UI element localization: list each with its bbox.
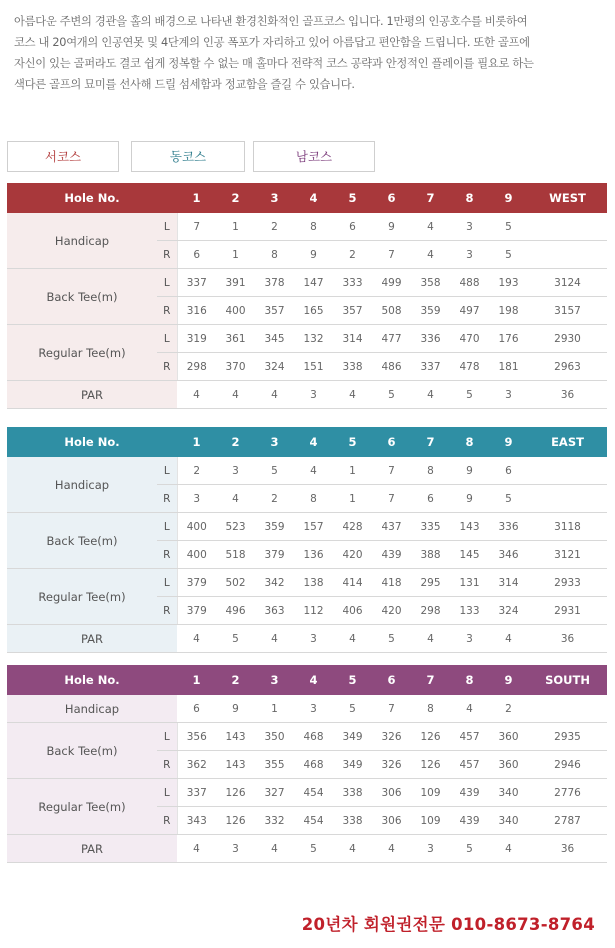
hole-value-cell: 468: [294, 751, 333, 779]
course-total-header: EAST: [528, 427, 607, 457]
side-indicator: R: [157, 485, 177, 513]
table-row: [7, 325, 607, 353]
intro-line: 코스 내 20여개의 인공연못 및 4단계의 인공 폭포가 자리하고 있어 아름답고 편안함을 드립니다. 또한 골프에: [14, 36, 530, 49]
total-cell: 3124: [528, 269, 607, 297]
hole-value-cell: 343: [177, 807, 216, 835]
hole-value-cell: 340: [489, 807, 528, 835]
hole-value-cell: 3: [294, 381, 333, 409]
total-cell: 2933: [528, 569, 607, 597]
tab-west-course[interactable]: 서코스: [7, 141, 119, 172]
total-cell: 36: [528, 381, 607, 409]
hole-value-cell: 370: [216, 353, 255, 381]
hole-value-cell: 126: [216, 807, 255, 835]
hole-value-cell: 7: [372, 695, 411, 723]
hole-value-cell: 502: [216, 569, 255, 597]
hole-value-cell: 359: [255, 513, 294, 541]
hole-value-cell: 9: [450, 485, 489, 513]
hole-value-cell: 349: [333, 723, 372, 751]
hole-value-cell: 136: [294, 541, 333, 569]
hole-value-cell: 2: [255, 213, 294, 241]
hole-number-header: 5: [333, 427, 372, 457]
hole-value-cell: 6: [333, 213, 372, 241]
hole-value-cell: 439: [450, 807, 489, 835]
side-indicator: L: [157, 213, 177, 241]
hole-value-cell: 357: [255, 297, 294, 325]
hole-number-header: 5: [333, 665, 372, 695]
hole-value-cell: 6: [411, 485, 450, 513]
hole-value-cell: 477: [372, 325, 411, 353]
intro-line: 아름다운 주변의 경관을 홀의 배경으로 나타낸 환경친화적인 골프코스 입니다. 1만평의 인공호수를 비롯하여: [14, 15, 528, 28]
hole-value-cell: 488: [450, 269, 489, 297]
west-course-table: [7, 183, 607, 409]
total-cell: [528, 485, 607, 513]
total-cell: 36: [528, 835, 607, 863]
hole-number-header: 2: [216, 665, 255, 695]
hole-value-cell: 362: [177, 751, 216, 779]
hole-value-cell: 4: [489, 835, 528, 863]
table-row: [7, 213, 607, 241]
hole-value-cell: 1: [216, 241, 255, 269]
hole-value-cell: 4: [255, 835, 294, 863]
side-indicator: R: [157, 541, 177, 569]
hole-value-cell: 496: [216, 597, 255, 625]
total-cell: [528, 457, 607, 485]
hole-value-cell: 418: [372, 569, 411, 597]
hole-value-cell: 406: [333, 597, 372, 625]
hole-value-cell: 306: [372, 779, 411, 807]
hole-value-cell: 336: [489, 513, 528, 541]
row-label: PAR: [7, 625, 177, 653]
hole-number-header: 3: [255, 183, 294, 213]
hole-value-cell: 131: [450, 569, 489, 597]
hole-value-cell: 1: [216, 213, 255, 241]
hole-value-cell: 143: [216, 723, 255, 751]
hole-value-cell: 176: [489, 325, 528, 353]
table-row: [7, 779, 607, 807]
hole-value-cell: 439: [450, 779, 489, 807]
table-row: [7, 695, 607, 723]
hole-value-cell: 333: [333, 269, 372, 297]
hole-no-header: Hole No.: [7, 427, 177, 457]
side-indicator: L: [157, 569, 177, 597]
hole-value-cell: 355: [255, 751, 294, 779]
total-cell: [528, 213, 607, 241]
table-row: [7, 513, 607, 541]
hole-value-cell: 3: [177, 485, 216, 513]
hole-value-cell: 332: [255, 807, 294, 835]
hole-value-cell: 400: [216, 297, 255, 325]
side-indicator: L: [157, 513, 177, 541]
row-label: Regular Tee(m): [7, 325, 157, 381]
table-row: [7, 625, 607, 653]
total-cell: 2963: [528, 353, 607, 381]
hole-value-cell: 4: [216, 381, 255, 409]
hole-value-cell: 335: [411, 513, 450, 541]
hole-value-cell: 468: [294, 723, 333, 751]
side-indicator: R: [157, 353, 177, 381]
hole-value-cell: 5: [489, 213, 528, 241]
hole-value-cell: 499: [372, 269, 411, 297]
hole-value-cell: 337: [411, 353, 450, 381]
hole-value-cell: 4: [333, 835, 372, 863]
total-cell: 3121: [528, 541, 607, 569]
side-indicator: L: [157, 723, 177, 751]
side-indicator: R: [157, 597, 177, 625]
hole-value-cell: 1: [255, 695, 294, 723]
row-label: Back Tee(m): [7, 269, 157, 325]
hole-value-cell: 8: [294, 213, 333, 241]
hole-value-cell: 3: [216, 457, 255, 485]
course-total-header: WEST: [528, 183, 607, 213]
hole-value-cell: 126: [411, 751, 450, 779]
hole-value-cell: 324: [255, 353, 294, 381]
hole-value-cell: 420: [333, 541, 372, 569]
table-header-row: [7, 427, 607, 457]
table-row: [7, 723, 607, 751]
row-label: Handicap: [7, 695, 177, 723]
side-indicator: R: [157, 297, 177, 325]
hole-number-header: 8: [450, 665, 489, 695]
hole-value-cell: 9: [450, 457, 489, 485]
hole-value-cell: 5: [294, 835, 333, 863]
hole-value-cell: 5: [255, 457, 294, 485]
hole-value-cell: 4: [294, 457, 333, 485]
hole-value-cell: 3: [216, 835, 255, 863]
hole-value-cell: 109: [411, 779, 450, 807]
hole-no-header: Hole No.: [7, 665, 177, 695]
hole-value-cell: 478: [450, 353, 489, 381]
hole-value-cell: 337: [177, 779, 216, 807]
hole-value-cell: 4: [372, 835, 411, 863]
hole-value-cell: 388: [411, 541, 450, 569]
hole-number-header: 8: [450, 427, 489, 457]
hole-value-cell: 138: [294, 569, 333, 597]
hole-number-header: 1: [177, 427, 216, 457]
hole-value-cell: 340: [489, 779, 528, 807]
hole-value-cell: 4: [216, 485, 255, 513]
hole-value-cell: 324: [489, 597, 528, 625]
hole-value-cell: 143: [216, 751, 255, 779]
hole-value-cell: 181: [489, 353, 528, 381]
hole-value-cell: 109: [411, 807, 450, 835]
hole-value-cell: 5: [216, 625, 255, 653]
side-indicator: R: [157, 807, 177, 835]
hole-value-cell: 7: [372, 457, 411, 485]
hole-value-cell: 4: [177, 625, 216, 653]
hole-number-header: 4: [294, 427, 333, 457]
hole-value-cell: 4: [411, 625, 450, 653]
hole-number-header: 6: [372, 427, 411, 457]
hole-value-cell: 314: [333, 325, 372, 353]
course-total-header: SOUTH: [528, 665, 607, 695]
tab-east-course[interactable]: 동코스: [131, 141, 245, 172]
hole-value-cell: 2: [489, 695, 528, 723]
hole-value-cell: 497: [450, 297, 489, 325]
hole-value-cell: 306: [372, 807, 411, 835]
hole-value-cell: 2: [333, 241, 372, 269]
hole-value-cell: 454: [294, 779, 333, 807]
hole-value-cell: 3: [294, 625, 333, 653]
hole-value-cell: 132: [294, 325, 333, 353]
hole-number-header: 3: [255, 665, 294, 695]
hole-number-header: 7: [411, 183, 450, 213]
hole-value-cell: 414: [333, 569, 372, 597]
hole-number-header: 7: [411, 427, 450, 457]
hole-value-cell: 9: [372, 213, 411, 241]
hole-value-cell: 3: [450, 213, 489, 241]
hole-value-cell: 400: [177, 513, 216, 541]
hole-value-cell: 4: [255, 381, 294, 409]
hole-value-cell: 338: [333, 353, 372, 381]
hole-value-cell: 4: [333, 381, 372, 409]
hole-value-cell: 5: [489, 485, 528, 513]
hole-value-cell: 3: [489, 381, 528, 409]
hole-value-cell: 508: [372, 297, 411, 325]
hole-value-cell: 9: [216, 695, 255, 723]
hole-value-cell: 357: [333, 297, 372, 325]
hole-value-cell: 378: [255, 269, 294, 297]
hole-value-cell: 126: [216, 779, 255, 807]
hole-value-cell: 8: [294, 485, 333, 513]
total-cell: 2930: [528, 325, 607, 353]
hole-value-cell: 360: [489, 751, 528, 779]
hole-value-cell: 145: [450, 541, 489, 569]
hole-value-cell: 4: [411, 213, 450, 241]
contact-footer: 20년차 회원권전문 010-8673-8764: [301, 915, 595, 934]
hole-value-cell: 7: [372, 485, 411, 513]
hole-number-header: 5: [333, 183, 372, 213]
hole-value-cell: 337: [177, 269, 216, 297]
east-course-table: [7, 427, 607, 653]
hole-number-header: 9: [489, 427, 528, 457]
row-label: PAR: [7, 381, 177, 409]
row-label: Back Tee(m): [7, 723, 157, 779]
row-label: Handicap: [7, 213, 157, 269]
table-row: [7, 569, 607, 597]
hole-value-cell: 346: [489, 541, 528, 569]
side-indicator: L: [157, 325, 177, 353]
hole-value-cell: 1: [333, 485, 372, 513]
hole-value-cell: 400: [177, 541, 216, 569]
side-indicator: L: [157, 269, 177, 297]
hole-value-cell: 338: [333, 807, 372, 835]
total-cell: 2935: [528, 723, 607, 751]
total-cell: 3118: [528, 513, 607, 541]
hole-value-cell: 327: [255, 779, 294, 807]
hole-value-cell: 5: [372, 625, 411, 653]
hole-value-cell: 439: [372, 541, 411, 569]
hole-value-cell: 7: [177, 213, 216, 241]
hole-value-cell: 454: [294, 807, 333, 835]
hole-value-cell: 133: [450, 597, 489, 625]
hole-value-cell: 428: [333, 513, 372, 541]
hole-value-cell: 5: [450, 381, 489, 409]
hole-value-cell: 420: [372, 597, 411, 625]
hole-value-cell: 3: [450, 241, 489, 269]
hole-number-header: 3: [255, 427, 294, 457]
hole-value-cell: 316: [177, 297, 216, 325]
hole-value-cell: 356: [177, 723, 216, 751]
hole-value-cell: 4: [450, 695, 489, 723]
total-cell: 2946: [528, 751, 607, 779]
hole-value-cell: 3: [450, 625, 489, 653]
total-cell: 2931: [528, 597, 607, 625]
row-label: Handicap: [7, 457, 157, 513]
hole-value-cell: 193: [489, 269, 528, 297]
hole-value-cell: 523: [216, 513, 255, 541]
hole-value-cell: 349: [333, 751, 372, 779]
total-cell: 2776: [528, 779, 607, 807]
hole-value-cell: 4: [177, 835, 216, 863]
hole-number-header: 7: [411, 665, 450, 695]
hole-value-cell: 486: [372, 353, 411, 381]
hole-value-cell: 126: [411, 723, 450, 751]
hole-value-cell: 151: [294, 353, 333, 381]
hole-value-cell: 326: [372, 723, 411, 751]
hole-value-cell: 4: [411, 241, 450, 269]
south-course-table: [7, 665, 607, 863]
hole-number-header: 9: [489, 183, 528, 213]
hole-value-cell: 1: [333, 457, 372, 485]
hole-no-header: Hole No.: [7, 183, 177, 213]
hole-value-cell: 4: [489, 625, 528, 653]
table-row: [7, 457, 607, 485]
hole-value-cell: 379: [177, 597, 216, 625]
hole-number-header: 6: [372, 665, 411, 695]
hole-number-header: 1: [177, 183, 216, 213]
hole-value-cell: 326: [372, 751, 411, 779]
row-label: Regular Tee(m): [7, 569, 157, 625]
hole-number-header: 4: [294, 183, 333, 213]
table-header-row: [7, 665, 607, 695]
hole-value-cell: 8: [411, 457, 450, 485]
hole-value-cell: 3: [294, 695, 333, 723]
tab-south-course[interactable]: 남코스: [253, 141, 375, 172]
hole-value-cell: 6: [177, 695, 216, 723]
hole-value-cell: 470: [450, 325, 489, 353]
side-indicator: R: [157, 241, 177, 269]
hole-value-cell: 5: [333, 695, 372, 723]
hole-number-header: 4: [294, 665, 333, 695]
hole-value-cell: 457: [450, 723, 489, 751]
intro-line: 색다른 골프의 묘미를 선사해 드릴 섬세함과 정교함을 즐길 수 있습니다.: [14, 78, 355, 91]
hole-value-cell: 8: [255, 241, 294, 269]
hole-value-cell: 143: [450, 513, 489, 541]
row-label: PAR: [7, 835, 177, 863]
hole-value-cell: 3: [411, 835, 450, 863]
side-indicator: R: [157, 751, 177, 779]
hole-value-cell: 6: [177, 241, 216, 269]
hole-value-cell: 295: [411, 569, 450, 597]
hole-value-cell: 518: [216, 541, 255, 569]
hole-value-cell: 4: [333, 625, 372, 653]
hole-value-cell: 345: [255, 325, 294, 353]
hole-value-cell: 165: [294, 297, 333, 325]
table-row: [7, 835, 607, 863]
total-cell: [528, 695, 607, 723]
hole-value-cell: 437: [372, 513, 411, 541]
hole-value-cell: 342: [255, 569, 294, 597]
hole-number-header: 6: [372, 183, 411, 213]
hole-value-cell: 4: [255, 625, 294, 653]
hole-number-header: 1: [177, 665, 216, 695]
hole-number-header: 9: [489, 665, 528, 695]
hole-value-cell: 198: [489, 297, 528, 325]
intro-line: 자신이 있는 골퍼라도 결코 쉽게 정복할 수 없는 매 홀마다 전략적 코스 공략과 안정적인 플레이를 필요로 하는: [14, 57, 534, 70]
hole-number-header: 2: [216, 183, 255, 213]
hole-value-cell: 379: [177, 569, 216, 597]
table-header-row: [7, 183, 607, 213]
hole-value-cell: 6: [489, 457, 528, 485]
side-indicator: L: [157, 779, 177, 807]
hole-value-cell: 5: [450, 835, 489, 863]
hole-value-cell: 157: [294, 513, 333, 541]
total-cell: [528, 241, 607, 269]
hole-value-cell: 7: [372, 241, 411, 269]
hole-value-cell: 350: [255, 723, 294, 751]
side-indicator: L: [157, 457, 177, 485]
hole-value-cell: 361: [216, 325, 255, 353]
row-label: Back Tee(m): [7, 513, 157, 569]
hole-value-cell: 298: [177, 353, 216, 381]
hole-value-cell: 4: [411, 381, 450, 409]
hole-value-cell: 112: [294, 597, 333, 625]
hole-number-header: 2: [216, 427, 255, 457]
hole-value-cell: 8: [411, 695, 450, 723]
hole-value-cell: 379: [255, 541, 294, 569]
hole-value-cell: 363: [255, 597, 294, 625]
hole-value-cell: 359: [411, 297, 450, 325]
hole-number-header: 8: [450, 183, 489, 213]
total-cell: 2787: [528, 807, 607, 835]
hole-value-cell: 338: [333, 779, 372, 807]
course-intro: [14, 11, 614, 95]
hole-value-cell: 314: [489, 569, 528, 597]
hole-value-cell: 358: [411, 269, 450, 297]
table-row: [7, 381, 607, 409]
hole-value-cell: 298: [411, 597, 450, 625]
hole-value-cell: 5: [372, 381, 411, 409]
hole-value-cell: 2: [177, 457, 216, 485]
total-cell: 36: [528, 625, 607, 653]
hole-value-cell: 5: [489, 241, 528, 269]
hole-value-cell: 457: [450, 751, 489, 779]
hole-value-cell: 2: [255, 485, 294, 513]
hole-value-cell: 391: [216, 269, 255, 297]
row-label: Regular Tee(m): [7, 779, 157, 835]
hole-value-cell: 4: [177, 381, 216, 409]
hole-value-cell: 319: [177, 325, 216, 353]
hole-value-cell: 336: [411, 325, 450, 353]
table-row: [7, 269, 607, 297]
hole-value-cell: 9: [294, 241, 333, 269]
total-cell: 3157: [528, 297, 607, 325]
hole-value-cell: 147: [294, 269, 333, 297]
hole-value-cell: 360: [489, 723, 528, 751]
